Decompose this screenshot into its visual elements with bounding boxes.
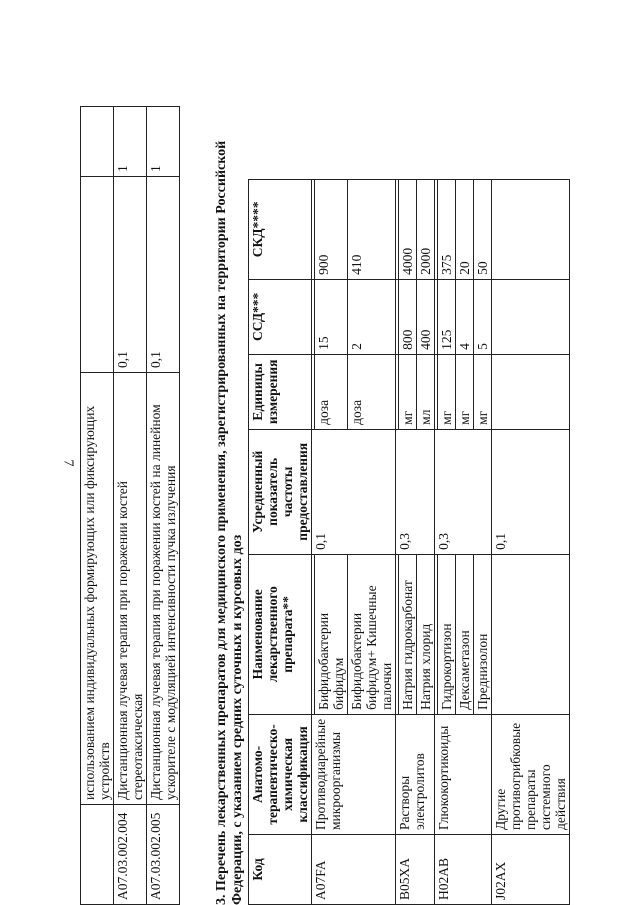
header-frequency: Усредненный показатель частоты предоставления [249, 429, 312, 554]
group-code: B05XA [396, 835, 435, 905]
group-atc: Глюкокортикоиды [435, 714, 492, 834]
section-title: 3. Перечень лекарственных препаратов для медицинского применения, зарегистрированных на территории Российской Федерации, с указанием средних суточных и курсовых доз [214, 140, 245, 905]
drug-skd: 20 [456, 179, 474, 279]
drug-name [492, 554, 570, 714]
procedure-frequency: 0,1 [114, 177, 147, 373]
procedure-name: Дистанционная лучевая терапия при поражении костей стереотаксическая [114, 373, 147, 805]
drug-name: Натрия хлорид [417, 554, 435, 714]
drug-unit: мл [417, 354, 435, 429]
drug-name: Преднизолон [474, 554, 492, 714]
procedure-code: A07.03.002.004 [114, 805, 147, 905]
drug-name: Бифидобактерии бифидум+ Кишечные палочки [348, 554, 396, 714]
table-row [492, 179, 570, 904]
procedure-code [81, 805, 114, 905]
drug-ssd: 125 [438, 279, 456, 354]
procedure-multiplicity: 1 [114, 107, 147, 177]
header-skd: СКД**** [249, 179, 312, 279]
drug-ssd: 15 [315, 279, 348, 354]
drug-skd [492, 179, 570, 279]
drug-name: Дексаметазон [456, 554, 474, 714]
drug-name: Бифидобактерии бифидум [315, 554, 348, 714]
drug-ssd: 2 [348, 279, 396, 354]
drug-unit: мг [399, 354, 417, 429]
procedure-multiplicity [81, 107, 114, 177]
group-code: J02AX [492, 835, 570, 905]
drug-unit: мг [438, 354, 456, 429]
procedure-code: A07.03.002.005 [147, 805, 180, 905]
header-code: Код [249, 835, 312, 905]
group-code: A07FA [312, 835, 396, 905]
drug-unit: доза [348, 354, 396, 429]
procedure-frequency: 0,1 [147, 177, 180, 373]
procedure-multiplicity: 1 [147, 107, 180, 177]
header-unit: Единицы измерения [249, 354, 312, 429]
group-atc: Растворы электролитов [396, 714, 435, 834]
header-drug-name: Наименование лекарственного препарата** [249, 554, 312, 714]
header-atc: Анатомо-терапевтическо-химическая классификация [249, 714, 312, 834]
rotated-page-content [80, 95, 640, 905]
drug-ssd: 5 [474, 279, 492, 354]
drug-skd: 4000 [399, 179, 417, 279]
drug-skd: 2000 [417, 179, 435, 279]
drug-ssd: 4 [456, 279, 474, 354]
drug-unit [492, 354, 570, 429]
group-code: H02AB [435, 835, 492, 905]
drug-ssd: 800 [399, 279, 417, 354]
table-row [114, 107, 147, 905]
drug-skd: 375 [438, 179, 456, 279]
drug-table [248, 179, 570, 905]
drug-ssd: 400 [417, 279, 435, 354]
drug-table-header [249, 179, 312, 904]
group-atc: Другие противогрибковые препараты системного действия [492, 714, 570, 834]
drug-skd: 410 [348, 179, 396, 279]
table-row [147, 107, 180, 905]
procedure-name: Дистанционная лучевая терапия при поражении костей на линейном ускорителе с модуляцией интенсивности пучка излучения [147, 373, 180, 805]
drug-skd: 900 [315, 179, 348, 279]
group-frequency: 0,3 [396, 429, 435, 554]
group-frequency: 0,1 [492, 429, 570, 554]
procedure-frequency [81, 177, 114, 373]
drug-name: Натрия гидрокарбонат [399, 554, 417, 714]
drug-skd: 50 [474, 179, 492, 279]
group-frequency: 0,1 [312, 429, 396, 554]
page-number: 7 [60, 459, 76, 467]
procedure-name: использованием индивидуальных формирующих или фиксирующих устройств [81, 373, 114, 805]
drug-unit: мг [456, 354, 474, 429]
group-frequency: 0,3 [435, 429, 492, 554]
drug-name: Гидрокортизон [438, 554, 456, 714]
group-atc: Противодиарейные микроорганизмы [312, 714, 396, 834]
drug-ssd [492, 279, 570, 354]
drug-unit: мг [474, 354, 492, 429]
table-row [81, 107, 114, 905]
top-procedure-table [80, 106, 180, 905]
drug-unit: доза [315, 354, 348, 429]
header-ssd: ССД*** [249, 279, 312, 354]
